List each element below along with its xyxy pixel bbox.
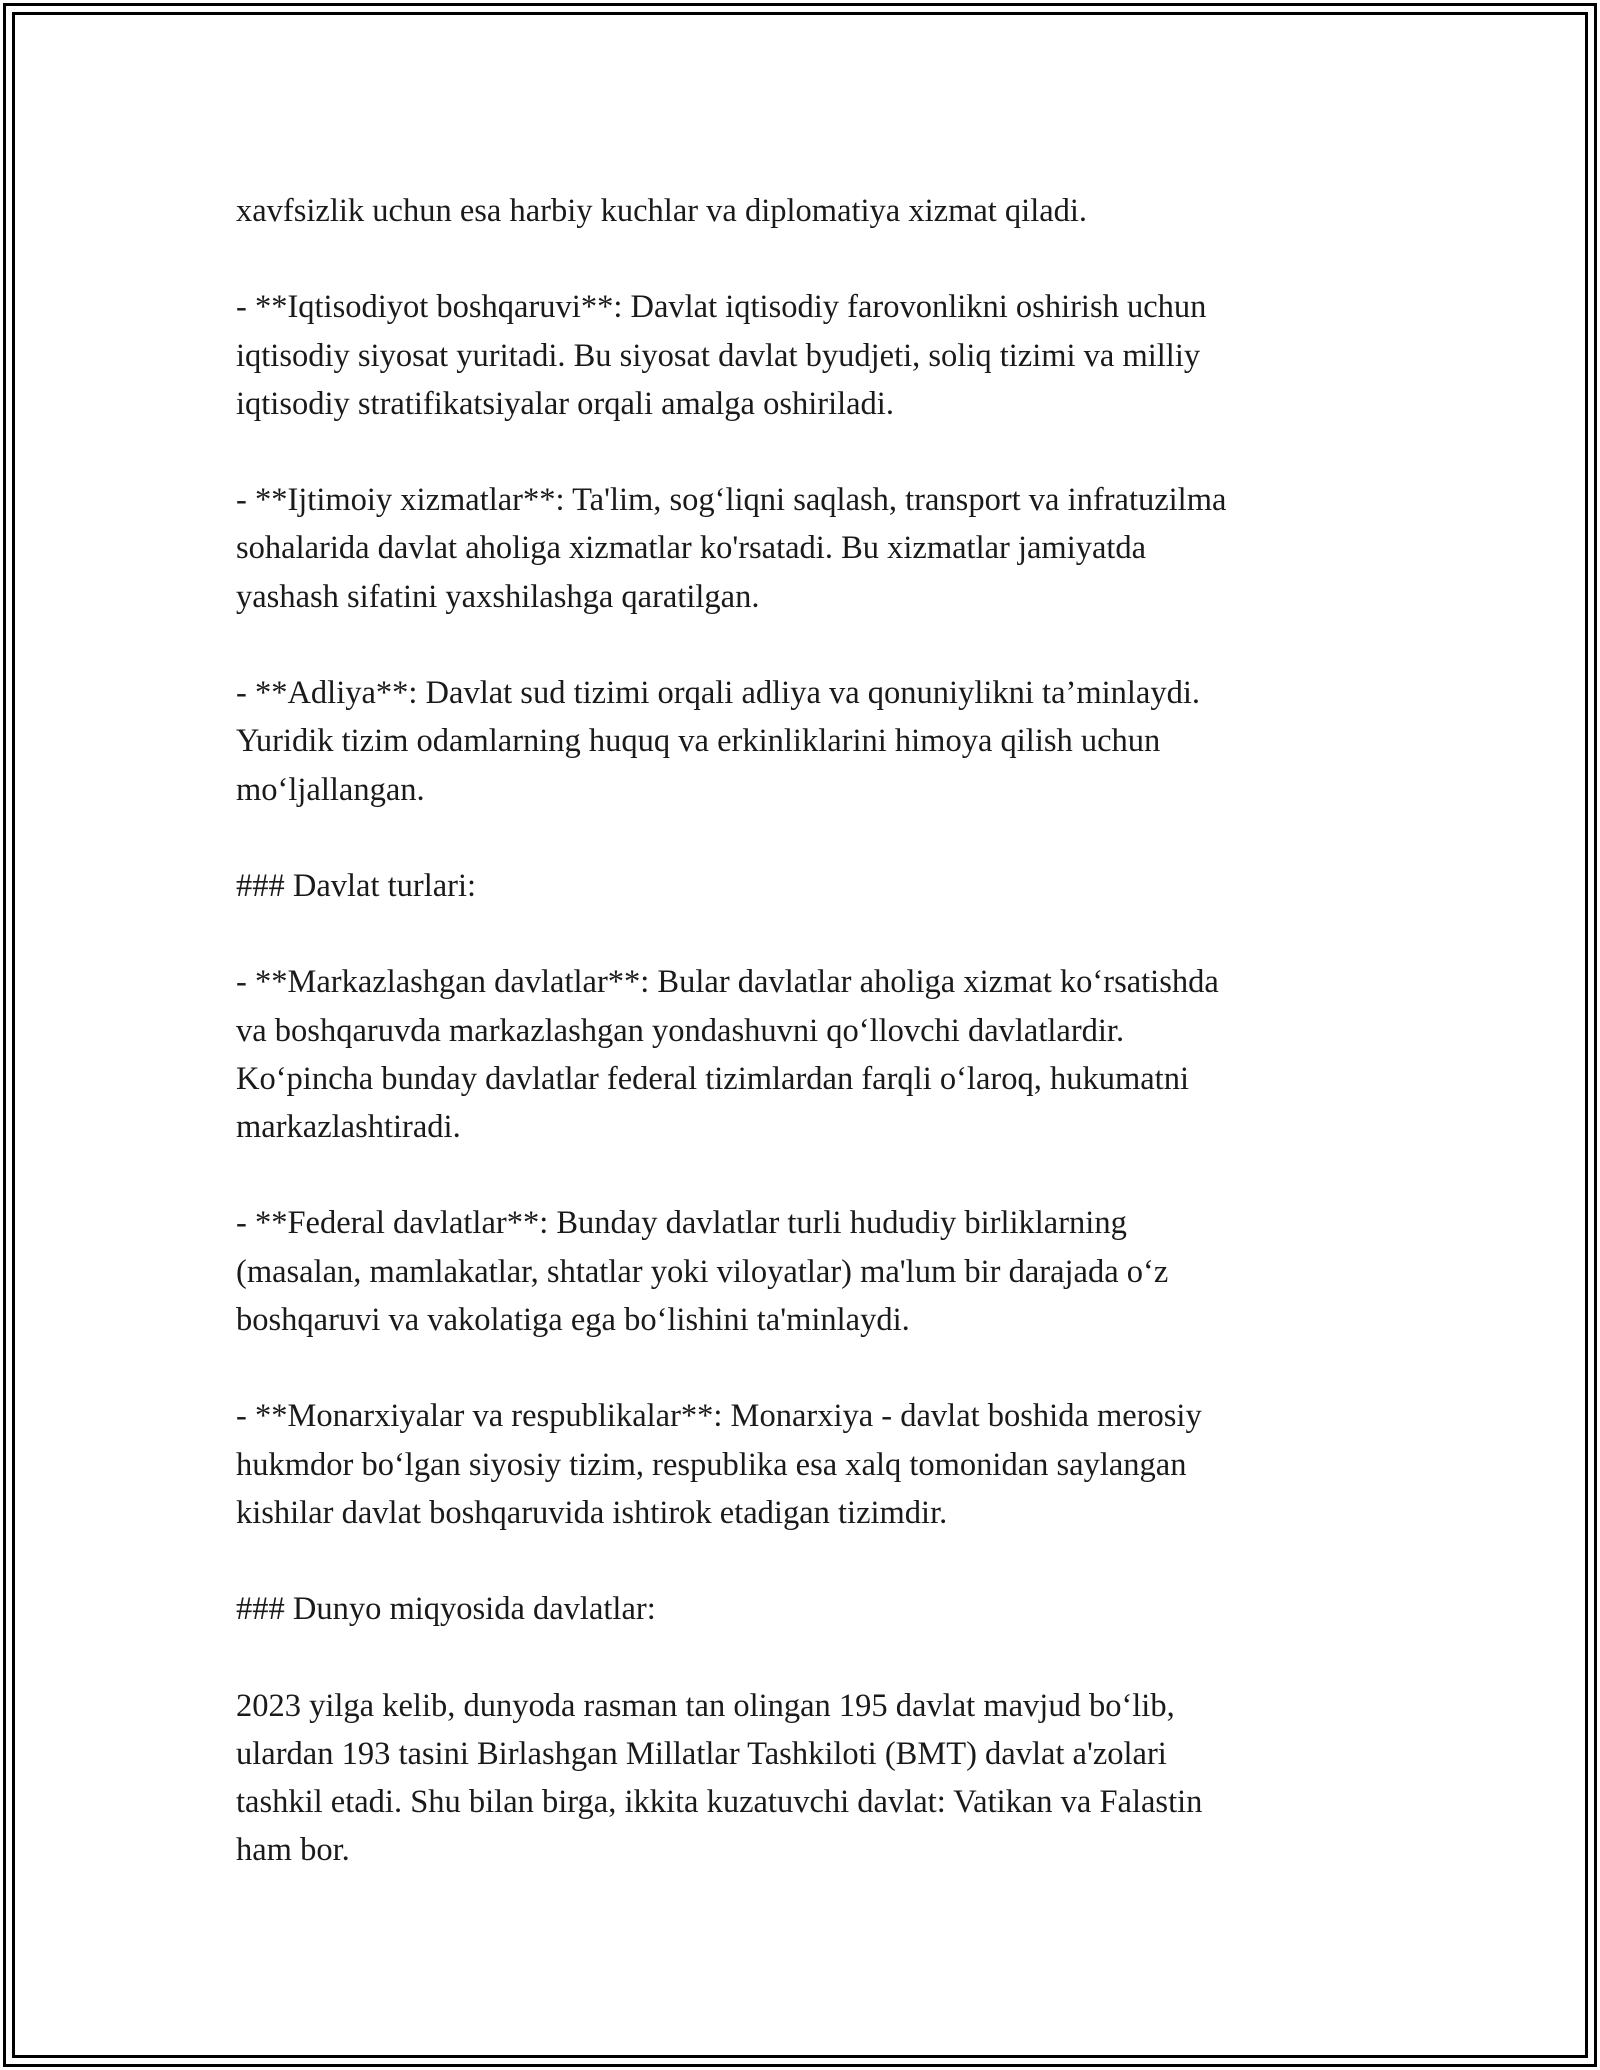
text-line: - **Markazlashgan davlatlar**: Bular davlatlar aholiga xizmat ko‘rsatishda [236, 964, 1219, 1001]
paragraph-world-count [236, 1682, 1376, 1875]
text-line: - **Adliya**: Davlat sud tizimi orqali adliya va qonuniylikni ta’minlaydi. [236, 675, 1200, 712]
text-line: iqtisodiy siyosat yuritadi. Bu siyosat davlat byudjeti, soliq tizimi va milliy [236, 337, 1201, 374]
text-line: Yuridik tizim odamlarning huquq va erkinliklarini himoya qilish uchun [236, 723, 1161, 760]
paragraph-justice [236, 669, 1376, 814]
document-body [236, 187, 1376, 1923]
paragraph-security-continuation [236, 187, 1376, 235]
heading-state-types [236, 862, 1376, 910]
paragraph-monarchies-republics [236, 1392, 1376, 1537]
text-line: boshqaruvi va vakolatiga ega bo‘lishini ta'minlaydi. [236, 1302, 910, 1339]
paragraph-centralized-states [236, 958, 1376, 1151]
text-line: - **Federal davlatlar**: Bunday davlatlar turli hududiy birliklarning [236, 1205, 1127, 1242]
text-line: va boshqaruvda markazlashgan yondashuvni qo‘llovchi davlatlardir. [236, 1012, 1125, 1049]
heading-world-states [236, 1585, 1376, 1633]
text-line: sohalarida davlat aholiga xizmatlar ko'rsatadi. Bu xizmatlar jamiyatda [236, 530, 1147, 567]
text-line: yashash sifatini yaxshilashga qaratilgan. [236, 578, 760, 615]
text-line: kishilar davlat boshqaruvida ishtirok etadigan tizimdir. [236, 1494, 948, 1531]
text-line: iqtisodiy stratifikatsiyalar orqali amalga oshiriladi. [236, 385, 894, 422]
text-line: Ko‘pincha bunday davlatlar federal tizimlardan farqli o‘laroq, hukumatni [236, 1060, 1189, 1097]
text-line: - **Ijtimoiy xizmatlar**: Ta'lim, sog‘liqni saqlash, transport va infratuzilma [236, 482, 1227, 519]
text-line: tashkil etadi. Shu bilan birga, ikkita kuzatuvchi davlat: Vatikan va Falastin [236, 1784, 1203, 1821]
text-line: - **Iqtisodiyot boshqaruvi**: Davlat iqtisodiy farovonlikni oshirish uchun [236, 289, 1207, 326]
text-line: ulardan 193 tasini Birlashgan Millatlar Tashkiloti (BMT) davlat a'zolari [236, 1735, 1167, 1772]
text-line: 2023 yilga kelib, dunyoda rasman tan olingan 195 davlat mavjud bo‘lib, [236, 1687, 1175, 1724]
paragraph-economic-management [236, 283, 1376, 428]
section-heading: ### Dunyo miqyosida davlatlar: [236, 1591, 656, 1628]
text-line: (masalan, mamlakatlar, shtatlar yoki viloyatlar) ma'lum bir darajada o‘z [236, 1253, 1169, 1290]
section-heading: ### Davlat turlari: [236, 867, 477, 904]
text-line: hukmdor bo‘lgan siyosiy tizim, respublika esa xalq tomonidan saylangan [236, 1446, 1187, 1483]
text-line: mo‘ljallangan. [236, 771, 425, 808]
paragraph-federal-states [236, 1199, 1376, 1344]
text-line: - **Monarxiyalar va respublikalar**: Monarxiya - davlat boshida merosiy [236, 1398, 1202, 1435]
text-line: markazlashtiradi. [236, 1109, 461, 1146]
text-line: ham bor. [236, 1832, 350, 1869]
text-line: xavfsizlik uchun esa harbiy kuchlar va diplomatiya xizmat qiladi. [236, 193, 1088, 229]
paragraph-social-services [236, 476, 1376, 621]
